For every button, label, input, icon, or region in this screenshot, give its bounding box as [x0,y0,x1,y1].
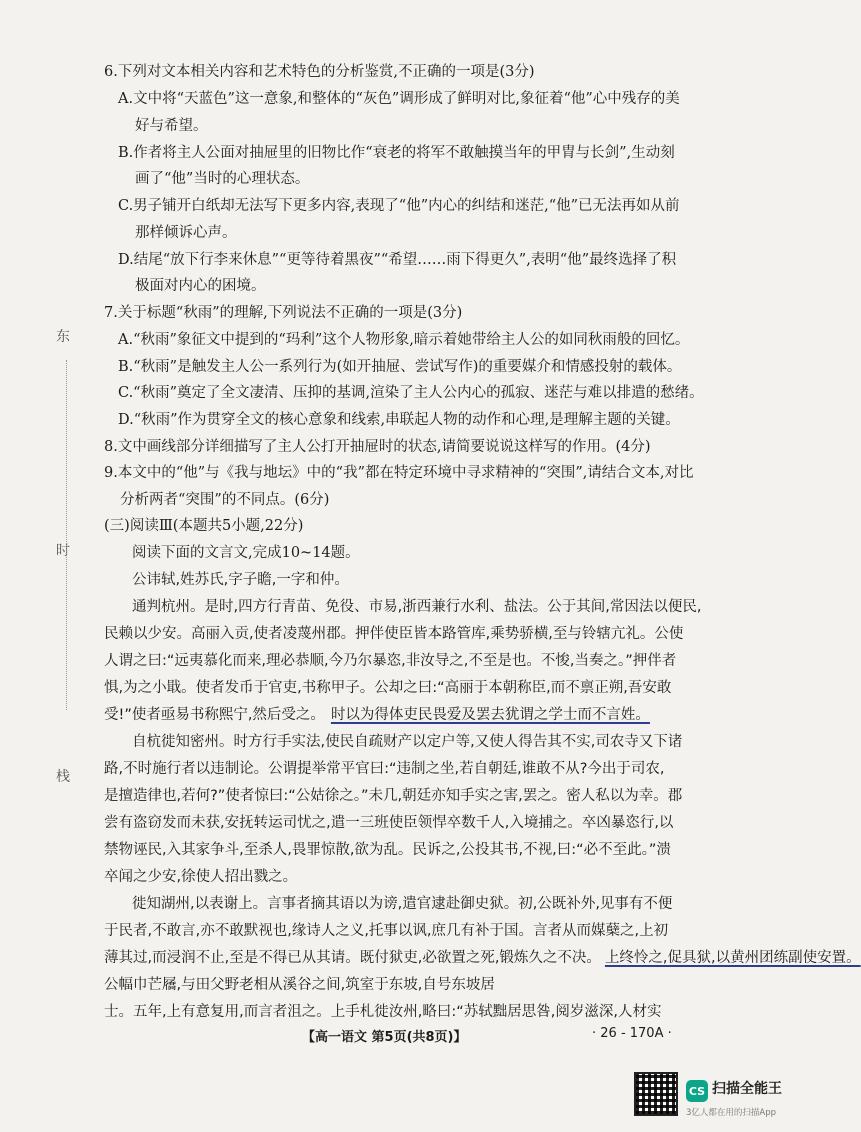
underlined-sentence: 时以为得体吏民畏爱及罢去犹谓之学士而不言姓。 [330,707,650,723]
passage-line [104,705,650,725]
passage-text: 薄其过,而浸润不止,至是不得已从其请。既付狱吏,必欲置之死,锻炼久之不决。 [104,950,601,966]
question-8: 8.文中画线部分详细描写了主人公打开抽屉时的状态,请简要说说这样写的作用。(4分) [104,439,651,455]
binding-margin-mark: 时 [56,543,70,559]
passage-line: 于民者,不敢言,亦不敢默视也,缘诗人之义,托事以讽,庶几有补于国。言者从而媒蘖之,上初 [104,923,669,939]
question-6-option-d: D.结尾“放下行李来休息”“更等待着黑夜”“希望……雨下得更久”,表明“他”最终选择了积 [118,252,677,268]
reading-instruction: 阅读下面的文言文,完成10~14题。 [132,545,360,561]
passage-line: 通判杭州。是时,四方行青苗、免役、市易,浙西兼行水利、盐法。公于其间,常因法以便民, [132,599,702,615]
passage-line: 是擅造律也,若何?”使者惊曰:“公姑徐之。”未几,朝廷亦知手实之害,罢之。密人私以为幸。郡 [104,788,683,804]
passage-intro: 公讳轼,姓苏氏,字子瞻,一字和仲。 [132,572,349,588]
passage-line: 士。五年,上有意复用,而言者沮之。上手札徙汝州,略曰:“苏轼黜居思咎,阅岁滋深,人材实 [104,1004,662,1020]
question-7-option-d: D.“秋雨”作为贯穿全文的核心意象和线索,串联起人物的动作和心理,是理解主题的关键。 [118,412,680,428]
passage-line: 惧,为之小戢。使者发币于官吏,书称甲子。公却之曰:“高丽于本朝称臣,而不禀正朔,吾安敢 [104,680,672,696]
question-6-option-c-cont: 那样倾诉心声。 [135,225,237,241]
section-heading: (三)阅读Ⅲ(本题共5小题,22分) [104,518,304,534]
question-7-option-b: B.“秋雨”是触发主人公一系列行为(如开抽屉、尝试写作)的重要媒介和情感投射的载体。 [118,359,682,375]
scanner-tagline: 3亿人都在用的扫描App [686,1108,777,1118]
passage-line: 徙知湖州,以表谢上。言事者摘其语以为谤,遣官逮赴御史狱。初,公既补外,见事有不便 [132,896,673,912]
question-7-option-a: A.“秋雨”象征文中提到的“玛利”这个人物形象,暗示着她带给主人公的如同秋雨般的回忆。 [118,332,690,348]
camscanner-logo-icon: CS [686,1080,708,1102]
page-code: · 26 - 170A · [592,1026,672,1041]
question-9-cont: 分析两者“突围”的不同点。(6分) [120,492,330,508]
binding-margin-mark: 栈 [56,769,70,785]
underlined-sentence: 上终怜之,促具狱,以黄州团练副使安置。 [604,950,861,966]
question-6-option-a-cont: 好与希望。 [135,118,208,134]
question-6-option-a: A.文中将“天蓝色”这一意象,和整体的“灰色”调形成了鲜明对比,象征着“他”心中残存的美 [118,91,680,107]
passage-line [104,948,861,968]
passage-line: 卒闻之少安,徐使人招出戮之。 [104,869,298,885]
question-6-option-b-cont: 画了“他”当时的心理状态。 [135,171,310,187]
question-6-option-c: C.男子铺开白纸却无法写下更多内容,表现了“他”内心的纠结和迷茫,“他”已无法再如从前 [118,198,680,214]
qr-code-icon [634,1072,678,1116]
passage-line: 公幅巾芒屩,与田父野老相从溪谷之间,筑室于东坡,自号东坡居 [104,977,495,993]
passage-text: 受!”使者亟易书称熙宁,然后受之。 [104,707,325,723]
page-footer: 【高一语文 第5页(共8页)】 [302,1030,467,1045]
question-9: 9.本文中的“他”与《我与地坛》中的“我”都在特定环境中寻求精神的“突围”,请结合文本,对比 [104,465,694,481]
passage-line: 尝有盗窃发而未获,安抚转运司忧之,遣一三班使臣领悍卒数千人,入境捕之。卒凶暴恣行,以 [104,815,674,831]
binding-margin-mark: 东 [56,329,70,345]
question-7-option-c: C.“秋雨”奠定了全文凄清、压抑的基调,渲染了主人公内心的孤寂、迷茫与难以排遣的愁绪。 [118,385,704,401]
passage-line: 路,不时施行者以违制论。公谓提举常平官曰:“违制之坐,若自朝廷,谁敢不从?今出于司农, [104,761,665,777]
passage-line: 自杭徙知密州。时方行手实法,使民自疏财产以定户等,又使人得告其不实,司农寺又下诸 [132,734,683,750]
question-6-stem: 6.下列对文本相关内容和艺术特色的分析鉴赏,不正确的一项是(3分) [104,64,535,80]
passage-line: 人谓之曰:“远夷慕化而来,理必恭顺,今乃尔暴恣,非汝导之,不至是也。不悛,当奏之。”押伴者 [104,653,677,669]
binding-line [66,360,67,710]
question-6-option-b: B.作者将主人公面对抽屉里的旧物比作“衰老的将军不敢触摸当年的甲胄与长剑”,生动刻 [118,145,675,161]
question-7-stem: 7.关于标题“秋雨”的理解,下列说法不正确的一项是(3分) [104,305,463,321]
scanner-app-name: 扫描全能王 [712,1081,782,1097]
passage-line: 禁物诬民,入其家争斗,至杀人,畏罪惊散,欲为乱。民诉之,公投其书,不视,曰:“必不至此。”溃 [104,842,671,858]
passage-line: 民赖以少安。高丽入贡,使者凌蔑州郡。押伴使臣皆本路管库,乘势骄横,至与铃辖亢礼。公使 [104,626,684,642]
question-6-option-d-cont: 极面对内心的困境。 [135,278,266,294]
